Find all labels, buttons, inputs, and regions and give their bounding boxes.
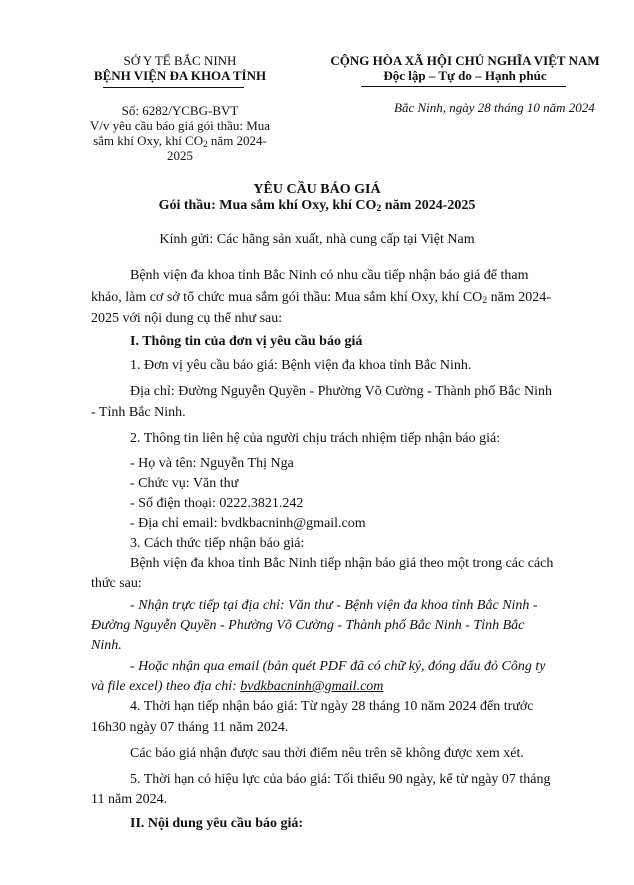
subject-text: sắm khí Oxy, khí CO (93, 133, 204, 148)
email-delivery-line-2 (91, 679, 383, 695)
contact-name: - Họ và tên: Nguyễn Thị Nga (130, 456, 294, 471)
subscript: 2 (376, 203, 382, 214)
intro-text: năm 2024- (487, 290, 551, 305)
intro-line-1: Bệnh viện đa khoa tỉnh Bắc Ninh có nhu cầu tiếp nhận báo giá để tham (130, 268, 529, 283)
address-line-1: Địa chỉ: Đường Nguyễn Quyền - Phường Võ Cường - Thành phố Bắc Ninh (130, 384, 553, 399)
email-link[interactable]: bvdkbacninh@gmail.com (240, 679, 384, 694)
subtitle-text: năm 2024-2025 (381, 198, 476, 213)
direct-delivery-line-1: - Nhận trực tiếp tại địa chỉ: Văn thư - Bệnh viện đa khoa tỉnh Bắc Ninh - (130, 598, 538, 613)
subscript: 2 (203, 139, 208, 149)
direct-delivery-line-2: Đường Nguyễn Quyền - Phường Võ Cường - Thành phố Bắc Ninh - Tỉnh Bắc (91, 618, 525, 633)
late-note: Các báo giá nhận được sau thời điểm nêu trên sẽ không được xem xét. (130, 746, 524, 761)
item-4-line-2: 16h30 ngày 07 tháng 11 năm 2024. (91, 720, 289, 735)
intro-line-3: 2025 với nội dung cụ thể như sau: (91, 311, 283, 326)
document-number: Số: 6282/YCBG-BVT (121, 103, 239, 118)
hospital-name: BỆNH VIỆN ĐA KHOA TỈNH (93, 68, 267, 83)
header-left-underline (103, 87, 244, 88)
document-subtitle (0, 198, 634, 214)
national-title: CỘNG HÒA XÃ HỘI CHỦ NGHĨA VIỆT NAM (330, 53, 600, 68)
section-1-heading: I. Thông tin của đơn vị yêu cầu báo giá (130, 334, 363, 349)
address-line-2: - Tỉnh Bắc Ninh. (91, 405, 186, 420)
direct-delivery-line-3: Ninh. (91, 638, 122, 653)
header-right-underline (361, 86, 566, 87)
item-3: 3. Cách thức tiếp nhận báo giá: (130, 536, 305, 551)
contact-phone: - Số điện thoại: 0222.3821.242 (130, 496, 304, 511)
item-5-line-1: 5. Thời hạn có hiệu lực của báo giá: Tối thiểu 90 ngày, kể từ ngày 07 tháng (130, 772, 551, 787)
subject-text: năm 2024- (207, 133, 267, 148)
email-delivery-line-1: - Hoặc nhận qua email (bản quét PDF đã có chữ ký, đóng dấu đỏ Công ty (130, 659, 546, 674)
intro-text: khảo, làm cơ sở tổ chức mua sắm gói thầu: Mua sắm khí Oxy, khí CO (91, 290, 483, 305)
national-motto: Độc lập – Tự do – Hạnh phúc (383, 68, 547, 83)
email-delivery-text: và file excel) theo địa chỉ: (91, 679, 241, 694)
item-4-line-1: 4. Thời hạn tiếp nhận báo giá: Từ ngày 28 tháng 10 năm 2024 đến trước (130, 699, 534, 714)
department-name: SỞ Y TẾ BẮC NINH (123, 53, 237, 68)
subscript: 2 (482, 295, 488, 306)
document-title: YÊU CẦU BÁO GIÁ (253, 182, 381, 197)
item-5-line-2: 11 năm 2024. (91, 792, 168, 807)
document-subject-line-3: 2025 (167, 148, 193, 163)
item-1: 1. Đơn vị yêu cầu báo giá: Bệnh viện đa khoa tỉnh Bắc Ninh. (130, 358, 472, 373)
section-2-heading: II. Nội dung yêu cầu báo giá: (130, 816, 304, 831)
recipient: Kính gửi: Các hãng sản xuất, nhà cung cấp tại Việt Nam (159, 232, 475, 247)
place-date: Bắc Ninh, ngày 28 tháng 10 năm 2024 (394, 100, 595, 115)
contact-email: - Địa chỉ email: bvdkbacninh@gmail.com (130, 516, 366, 531)
item-3-text-line-1: Bệnh viện đa khoa tỉnh Bắc Ninh tiếp nhận báo giá theo một trong các cách (130, 556, 554, 571)
contact-role: - Chức vụ: Văn thư (130, 476, 239, 491)
document-subject-line-1: V/v yêu cầu báo giá gói thầu: Mua (89, 118, 271, 133)
document-subject-line-2 (80, 133, 280, 149)
subtitle-text: Gói thầu: Mua sắm khí Oxy, khí CO (158, 198, 377, 213)
intro-line-2 (91, 290, 551, 306)
item-3-text-line-2: thức sau: (91, 576, 142, 591)
item-2: 2. Thông tin liên hệ của người chịu trách nhiệm tiếp nhận báo giá: (130, 431, 501, 446)
